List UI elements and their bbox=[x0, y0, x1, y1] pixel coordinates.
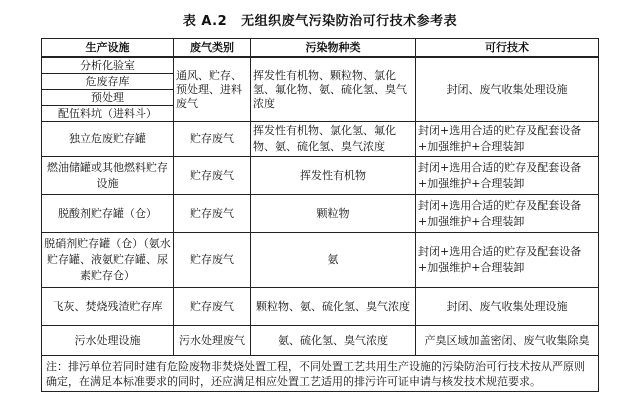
facility-cell: 配伍料坑（进料斗） bbox=[42, 106, 174, 122]
table-note: 注：排污单位若同时建有危险废物非焚烧处置工程，不同处置工艺共用生产设施的污染防治可行技术按从严原则确定，在满足本标准要求的同时，还应满足相应处置工艺适用的排污许可证申请与核发技术规范要求。 bbox=[42, 356, 599, 392]
technique-cell: 封闭+选用合适的贮存及配套设备+加强维护+合理装卸 bbox=[416, 122, 599, 157]
header-gas-type: 废气类别 bbox=[174, 39, 251, 58]
technique-cell: 封闭+选用合适的贮存及配套设备+加强维护+合理装卸 bbox=[416, 157, 599, 195]
table-row bbox=[42, 326, 599, 356]
facility-cell: 污水处理设施 bbox=[42, 326, 174, 356]
technique-cell: 封闭、废气收集处理设施 bbox=[416, 288, 599, 326]
table-row bbox=[42, 288, 599, 326]
pollutant-cell: 氨、硫化氢、臭气浓度 bbox=[251, 326, 416, 356]
table-row bbox=[42, 195, 599, 233]
facility-cell: 危废存库 bbox=[42, 74, 174, 90]
facility-cell: 分析化验室 bbox=[42, 57, 174, 74]
gas-type-cell: 贮存废气 bbox=[174, 233, 251, 288]
technique-cell: 封闭、废气收集处理设施 bbox=[416, 57, 599, 122]
pollutant-cell: 挥发性有机物 bbox=[251, 157, 416, 195]
gas-type-cell: 污水处理废气 bbox=[174, 326, 251, 356]
technique-cell: 产臭区域加盖密闭、废气收集除臭 bbox=[416, 326, 599, 356]
reference-table bbox=[41, 38, 599, 392]
pollutant-cell: 挥发性有机物、颗粒物、氯化氢、氟化物、氨、硫化氢、臭气浓度 bbox=[251, 57, 416, 122]
pollutant-cell: 氨 bbox=[251, 233, 416, 288]
technique-cell: 封闭+选用合适的贮存及配套设备+加强维护+合理装卸 bbox=[416, 195, 599, 233]
table-title bbox=[0, 10, 640, 29]
facility-cell: 脱酸剂贮存罐（仓） bbox=[42, 195, 174, 233]
note-row bbox=[42, 356, 599, 392]
gas-type-cell: 贮存废气 bbox=[174, 288, 251, 326]
table-row bbox=[42, 233, 599, 288]
pollutant-cell: 颗粒物 bbox=[251, 195, 416, 233]
header-facility: 生产设施 bbox=[42, 39, 174, 58]
facility-cell: 独立危废贮存罐 bbox=[42, 122, 174, 157]
facility-cell: 燃油储罐或其他燃料贮存设施 bbox=[42, 157, 174, 195]
header-technique: 可行技术 bbox=[416, 39, 599, 58]
table-row bbox=[42, 122, 599, 157]
table-number: 表 A.2 bbox=[182, 14, 228, 29]
technique-cell: 封闭+选用合适的贮存及配套设备+加强维护+合理装卸 bbox=[416, 233, 599, 288]
table-title-text: 无组织废气污染防治可行技术参考表 bbox=[241, 14, 458, 29]
table-row bbox=[42, 157, 599, 195]
pollutant-cell: 颗粒物、氨、硫化氢、臭气浓度 bbox=[251, 288, 416, 326]
facility-cell: 预处理 bbox=[42, 90, 174, 106]
header-pollutant: 污染物种类 bbox=[251, 39, 416, 58]
facility-cell: 脱硝剂贮存罐（仓）（氨水贮存罐、液氨贮存罐、尿素贮存仓） bbox=[42, 233, 174, 288]
pollutant-cell: 挥发性有机物、氯化氢、氟化物、氨、硫化氢、臭气浓度 bbox=[251, 122, 416, 157]
gas-type-cell: 贮存废气 bbox=[174, 122, 251, 157]
gas-type-cell: 通风、贮存、预处理、进料废气 bbox=[174, 57, 251, 122]
table-row bbox=[42, 57, 599, 74]
gas-type-cell: 贮存废气 bbox=[174, 157, 251, 195]
header-row bbox=[42, 39, 599, 58]
gas-type-cell: 贮存废气 bbox=[174, 195, 251, 233]
facility-cell: 飞灰、焚烧残渣贮存库 bbox=[42, 288, 174, 326]
